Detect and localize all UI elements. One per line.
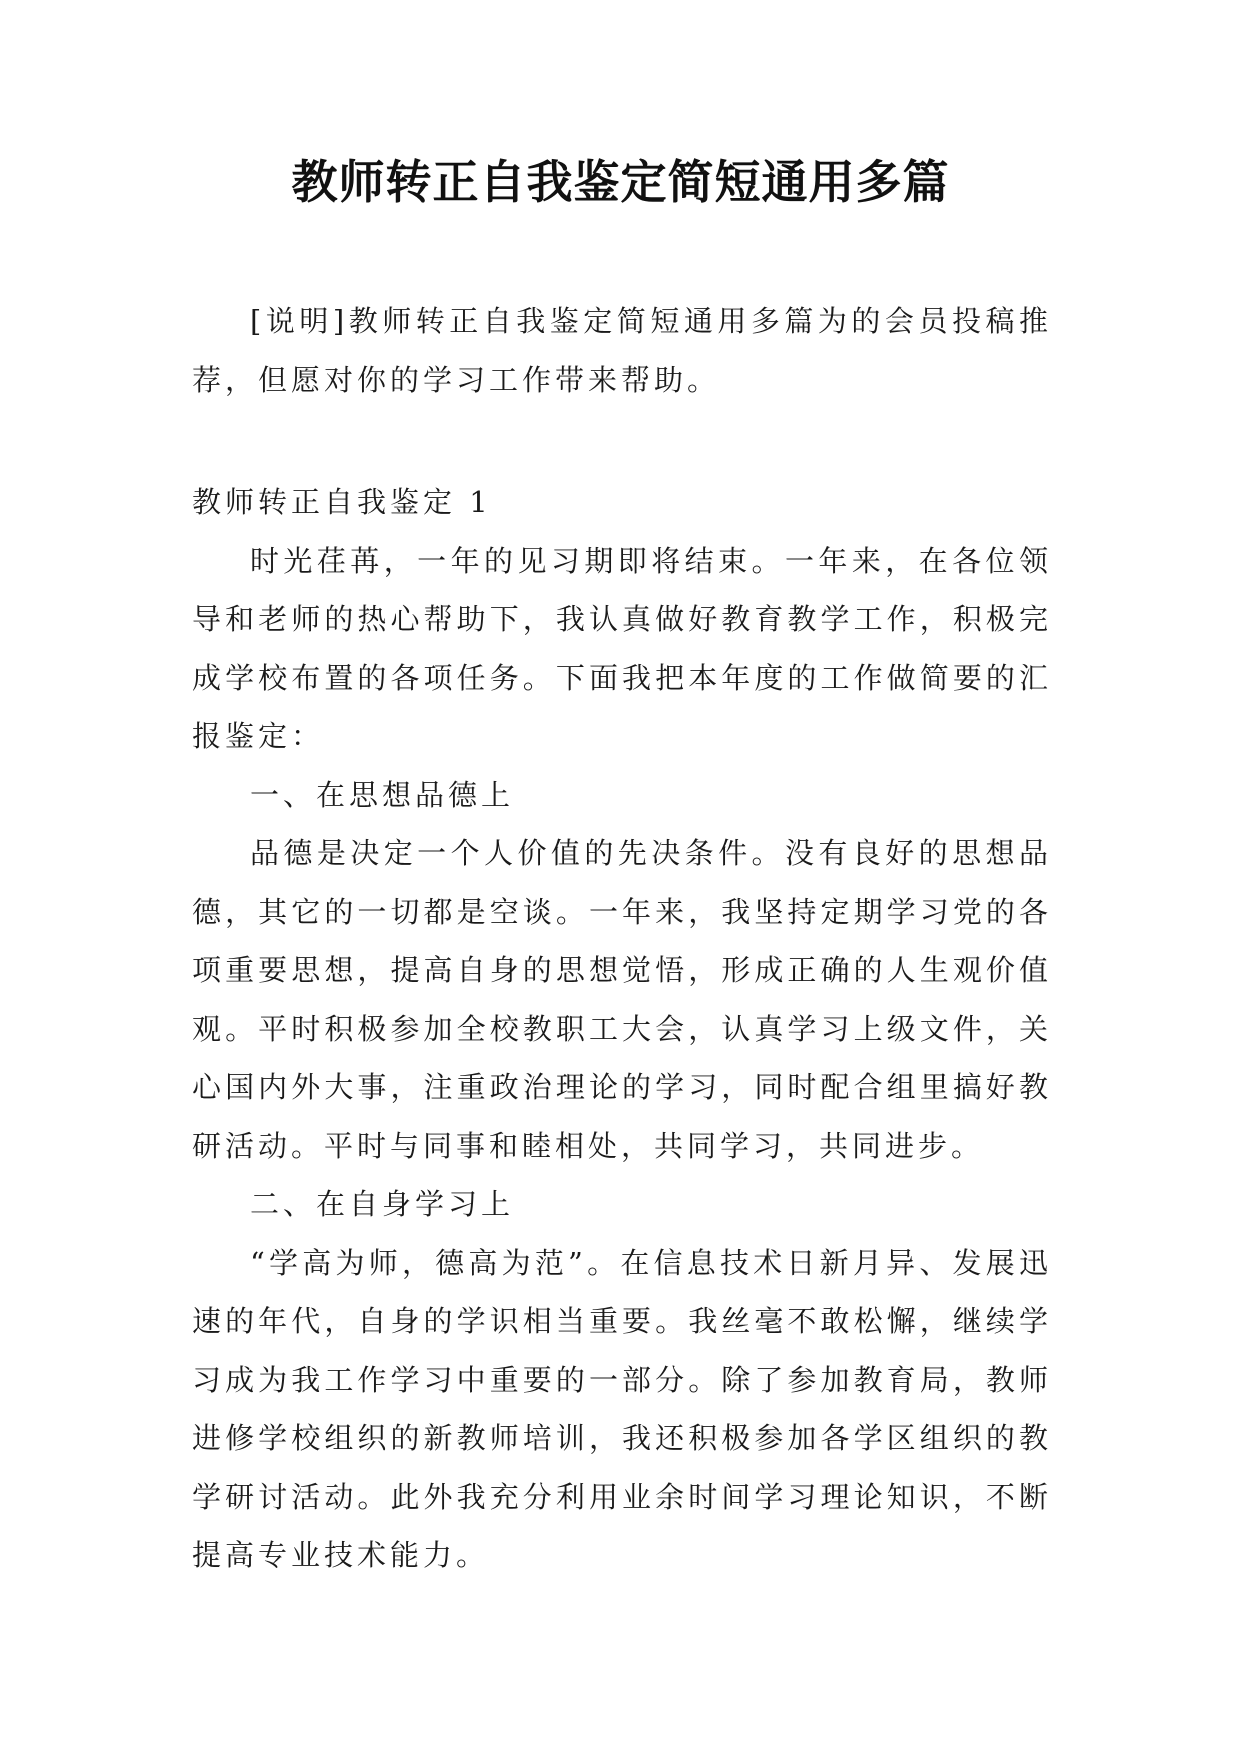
intro-block	[192, 292, 1052, 409]
paragraph-study: “学高为师，德高为范”。在信息技术日新月异、发展迅速的年代，自身的学识相当重要。我丝毫不敢松懈，继续学习成为我工作学习中重要的一部分。除了参加教育局，教师进修学校组织的新教师培训，我还积极参加各学区组织的教学研讨活动。此外我充分利用业余时间学习理论知识，不断提高专业技术能力。	[192, 1245, 1052, 1572]
subheading-study: 二、在自身学习上	[250, 1187, 515, 1221]
section-heading: 教师转正自我鉴定 1	[192, 485, 492, 519]
section-1	[192, 473, 1052, 1585]
paragraph-opening: 时光荏苒，一年的见习期即将结束。一年来，在各位领导和老师的热心帮助下，我认真做好教育教学工作，积极完成学校布置的各项任务。下面我把本年度的工作做简要的汇报鉴定：	[192, 543, 1052, 753]
paragraph-moral: 品德是决定一个人价值的先决条件。没有良好的思想品德，其它的一切都是空谈。一年来，我坚持定期学习党的各项重要思想，提高自身的思想觉悟，形成正确的人生观价值观。平时积极参加全校教职工大会，认真学习上级文件，关心国内外大事，注重政治理论的学习，同时配合组里搞好教研活动。平时与同事和睦相处，共同学习，共同进步。	[192, 836, 1052, 1163]
document-title: 教师转正自我鉴定简短通用多篇	[291, 155, 950, 209]
intro-paragraph: [说明]教师转正自我鉴定简短通用多篇为的会员投稿推荐，但愿对你的学习工作带来帮助。	[192, 304, 1052, 397]
subheading-moral: 一、在思想品德上	[250, 777, 515, 812]
